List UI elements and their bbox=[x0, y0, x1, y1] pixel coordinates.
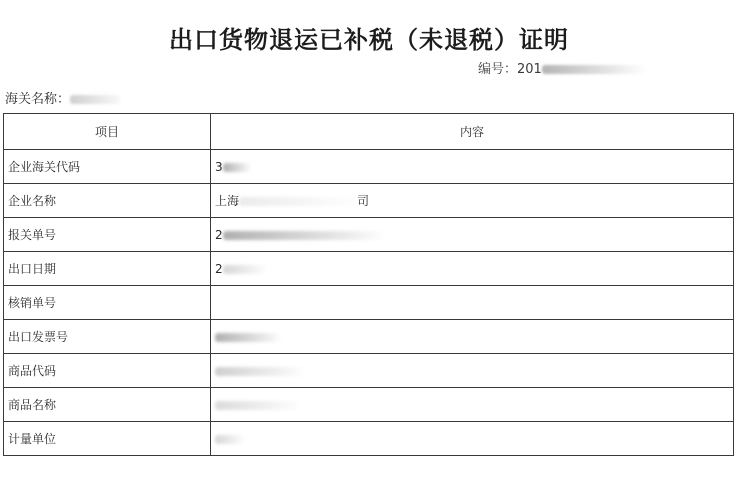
row-value bbox=[211, 184, 734, 218]
row-label: 核销单号 bbox=[4, 286, 211, 320]
row-label: 企业名称 bbox=[4, 184, 211, 218]
row-value bbox=[211, 422, 734, 456]
table-row bbox=[4, 184, 734, 218]
redacted-block bbox=[239, 197, 357, 206]
row-label: 计量单位 bbox=[4, 422, 211, 456]
row-value-text: 上海 bbox=[215, 194, 240, 208]
row-label: 商品代码 bbox=[4, 354, 211, 388]
row-label: 报关单号 bbox=[4, 218, 211, 252]
header-content: 内容 bbox=[211, 114, 734, 150]
row-value-suffix: 司 bbox=[357, 194, 370, 208]
redacted-block bbox=[70, 95, 120, 104]
document-number bbox=[478, 58, 646, 77]
redacted-block bbox=[223, 163, 251, 172]
row-value-text: 2 bbox=[215, 261, 223, 276]
customs-name-label: 海关名称： bbox=[5, 92, 71, 107]
redacted-block bbox=[215, 367, 305, 376]
row-value bbox=[211, 150, 734, 184]
certificate-table bbox=[3, 113, 734, 456]
table-row bbox=[4, 286, 734, 320]
row-value bbox=[211, 388, 734, 422]
table-row bbox=[4, 252, 734, 286]
table-row bbox=[4, 320, 734, 354]
table-row bbox=[4, 388, 734, 422]
row-value bbox=[211, 354, 734, 388]
redacted-block bbox=[223, 265, 267, 274]
row-label: 商品名称 bbox=[4, 388, 211, 422]
redacted-block bbox=[542, 65, 646, 74]
document-title: 出口货物退运已补税（未退税）证明 bbox=[169, 26, 569, 54]
table-row bbox=[4, 150, 734, 184]
row-label: 企业海关代码 bbox=[4, 150, 211, 184]
redacted-block bbox=[215, 333, 281, 342]
redacted-block bbox=[215, 435, 245, 444]
redacted-block bbox=[223, 231, 383, 240]
row-label: 出口发票号 bbox=[4, 320, 211, 354]
header-item: 项目 bbox=[4, 114, 211, 150]
document-number-label: 编号： bbox=[478, 62, 518, 77]
row-value bbox=[211, 320, 734, 354]
table-header-row bbox=[4, 114, 734, 150]
customs-name bbox=[5, 88, 120, 107]
row-value bbox=[211, 286, 734, 320]
table-row bbox=[4, 422, 734, 456]
row-value bbox=[211, 252, 734, 286]
redacted-block bbox=[215, 401, 299, 410]
table-row bbox=[4, 354, 734, 388]
document-number-value: 201 bbox=[517, 62, 542, 77]
table-row bbox=[4, 218, 734, 252]
row-value-text: 2 bbox=[215, 227, 223, 242]
row-label: 出口日期 bbox=[4, 252, 211, 286]
row-value bbox=[211, 218, 734, 252]
row-value-text: 3 bbox=[215, 159, 223, 174]
